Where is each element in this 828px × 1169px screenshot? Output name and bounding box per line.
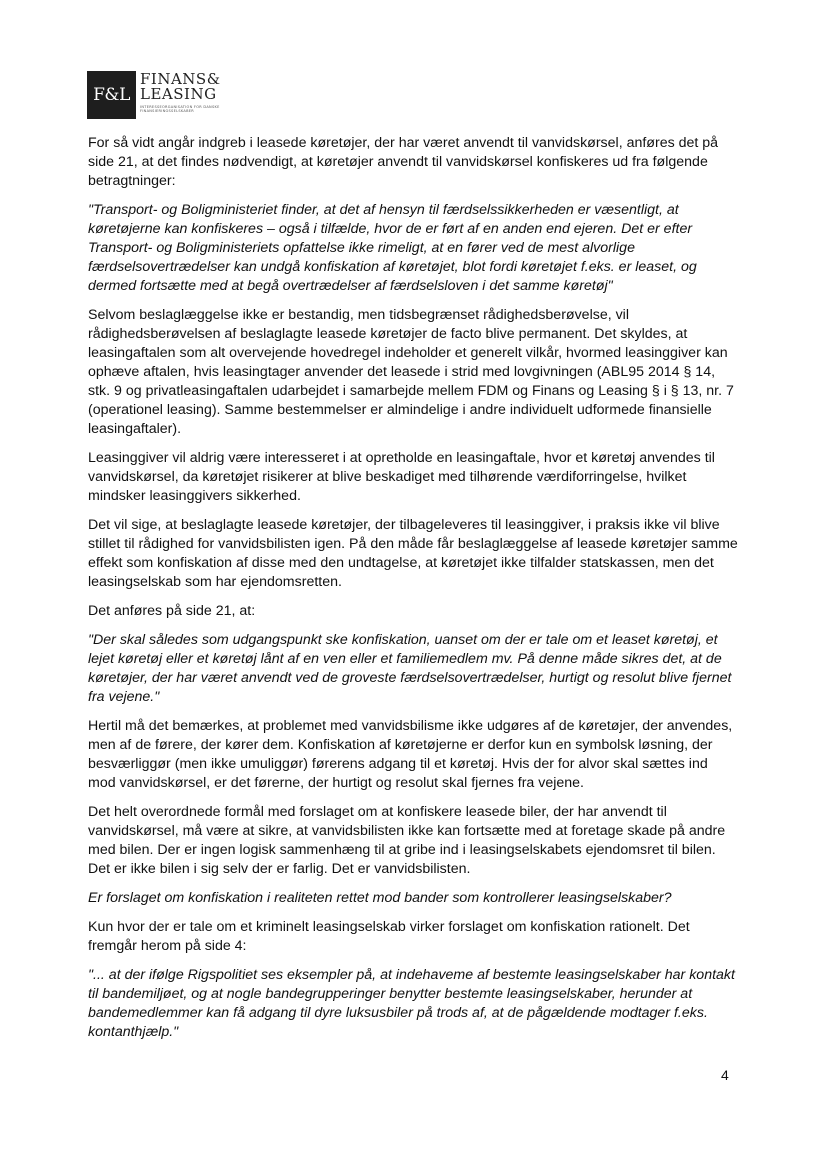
- paragraph: Hertil må det bemærkes, at problemet med vanvidsbilisme ikke udgøres af de køretøjer, der anvendes, men af de førere, der kører dem. Konfiskation af køretøjerne er derfor kun en symbolsk løsning, der besværliggør (men ikke umuliggør) førerens adgang til et køretøj. Hvis der for alvor skal sættes ind mod vanvidskørsel, er det førerne, der hurtigt og resolut skal fjernes fra vejene.: [88, 718, 733, 791]
- paragraph: Kun hvor der er tale om et kriminelt leasingselskab virker forslaget om konfiskation rationelt. Det fremgår herom på side 4:: [88, 919, 690, 954]
- finans-leasing-logo: [87, 71, 260, 119]
- paragraph: Det vil sige, at beslaglagte leasede køretøjer, der tilbageleveres til leasinggiver, i praksis ikke vil blive stillet til rådighed for vanvidsbilisten igen. På den måde får beslaglæggelse af leasede køretøjer samme effekt som konfiskation af disse med den undtagelse, at køretøjet ikke tilfalder statskassen, men det leasingselskab som har ejendomsretten.: [88, 517, 738, 590]
- page-number: 4: [721, 1067, 729, 1083]
- document-body: [88, 134, 738, 1052]
- paragraph: Leasinggiver vil aldrig være interesseret i at opretholde en leasingaftale, hvor et køretøj anvendes til vanvidskørsel, da køretøjet risikerer at blive beskadiget med tilhørende værdiforringelse, hvilket mindsker leasinggivers sikkerhed.: [88, 450, 715, 504]
- logo-wordmark: [140, 71, 260, 119]
- paragraph: Selvom beslaglæggelse ikke er bestandig, men tidsbegrænset rådighedsberøvelse, vil rådighedsberøvelsen af beslaglagte leasede køretøjer de facto blive permanent. Det skyldes, at leasingaftalen som alt overvejende hovedregel indeholder et generelt vilkår, hvormed leasinggiver kan ophæve aftalen, hvis leasingtager anvender det leasede i strid med lovgivningen (ABL95 2014 § 14, stk. 9 og privatleasingaftalen udarbejdet i samarbejde mellem FDM og Finans og Leasing § i § 13, nr. 7 (operationel leasing). Samme bestemmelser er almindelige i andre individuelt udformede finansielle leasingaftaler).: [88, 307, 734, 437]
- paragraph: Det anføres på side 21, at:: [88, 603, 256, 619]
- logo-tagline: INTERESSEORGANISATION FOR DANSKE FINANSIERINGSSELSKABER: [140, 105, 220, 113]
- quote-paragraph: "... at der ifølge Rigspolitiet ses eksempler på, at indehaveme af bestemte leasingselskaber har kontakt til bandemiljøet, og at nogle bandegrupperinger benytter bestemte leasingselskaber, herunder at bandemedlemmer kan få adgang til dyre luksusbiler på trods af, at de pågældende modtager f.eks. kontanthjælp.": [88, 967, 735, 1040]
- logo-line-leasing: LEASING: [140, 85, 217, 103]
- logo-line-finans: FINANS&: [140, 70, 221, 88]
- quote-paragraph: "Der skal således som udgangspunkt ske konfiskation, uanset om der er tale om et leaset køretøj, et lejet køretøj eller et køretøj lånt af en ven eller et familiemedlem mv. På denne måde sikres det, at de køretøjer, der har været anvendt ved de groveste færdselsovertrædelser, hurtigt og resolut blive fjernet fra vejene.": [88, 632, 732, 705]
- logo-mark: F&L: [87, 71, 136, 119]
- quote-paragraph: "Transport- og Boligministeriet finder, at det af hensyn til færdselssikkerheden er væsentligt, at køretøjerne kan konfiskeres – også i tilfælde, hvor de er ført af en anden end ejeren. Det er efter Transport- og Boligministeriets opfattelse ikke rimeligt, at en fører ved de mest alvorlige færdselsovertrædelser kan undgå konfiskation af køretøjet, blot fordi køretøjet f.eks. er leaset, og dermed fortsætte med at begå overtrædelser af færdselsloven i det samme køretøj": [88, 202, 697, 294]
- section-question: Er forslaget om konfiskation i realiteten rettet mod bander som kontrollerer leasingselskaber?: [88, 890, 672, 906]
- paragraph: Det helt overordnede formål med forslaget om at konfiskere leasede biler, der har anvendt til vanvidskørsel, må være at sikre, at vanvidsbilisten ikke kan fortsætte med at foretage skade på andre med bilen. Der er ingen logisk sammenhæng til at gribe ind i leasingselskabets ejendomsret til bilen. Det er ikke bilen i sig selv der er farlig. Det er vanvidsbilisten.: [88, 804, 726, 877]
- paragraph: For så vidt angår indgreb i leasede køretøjer, der har været anvendt til vanvidskørsel, anføres det på side 21, at det findes nødvendigt, at køretøjer anvendt til vanvidskørsel konfiskeres ud fra følgende betragtninger:: [88, 135, 719, 189]
